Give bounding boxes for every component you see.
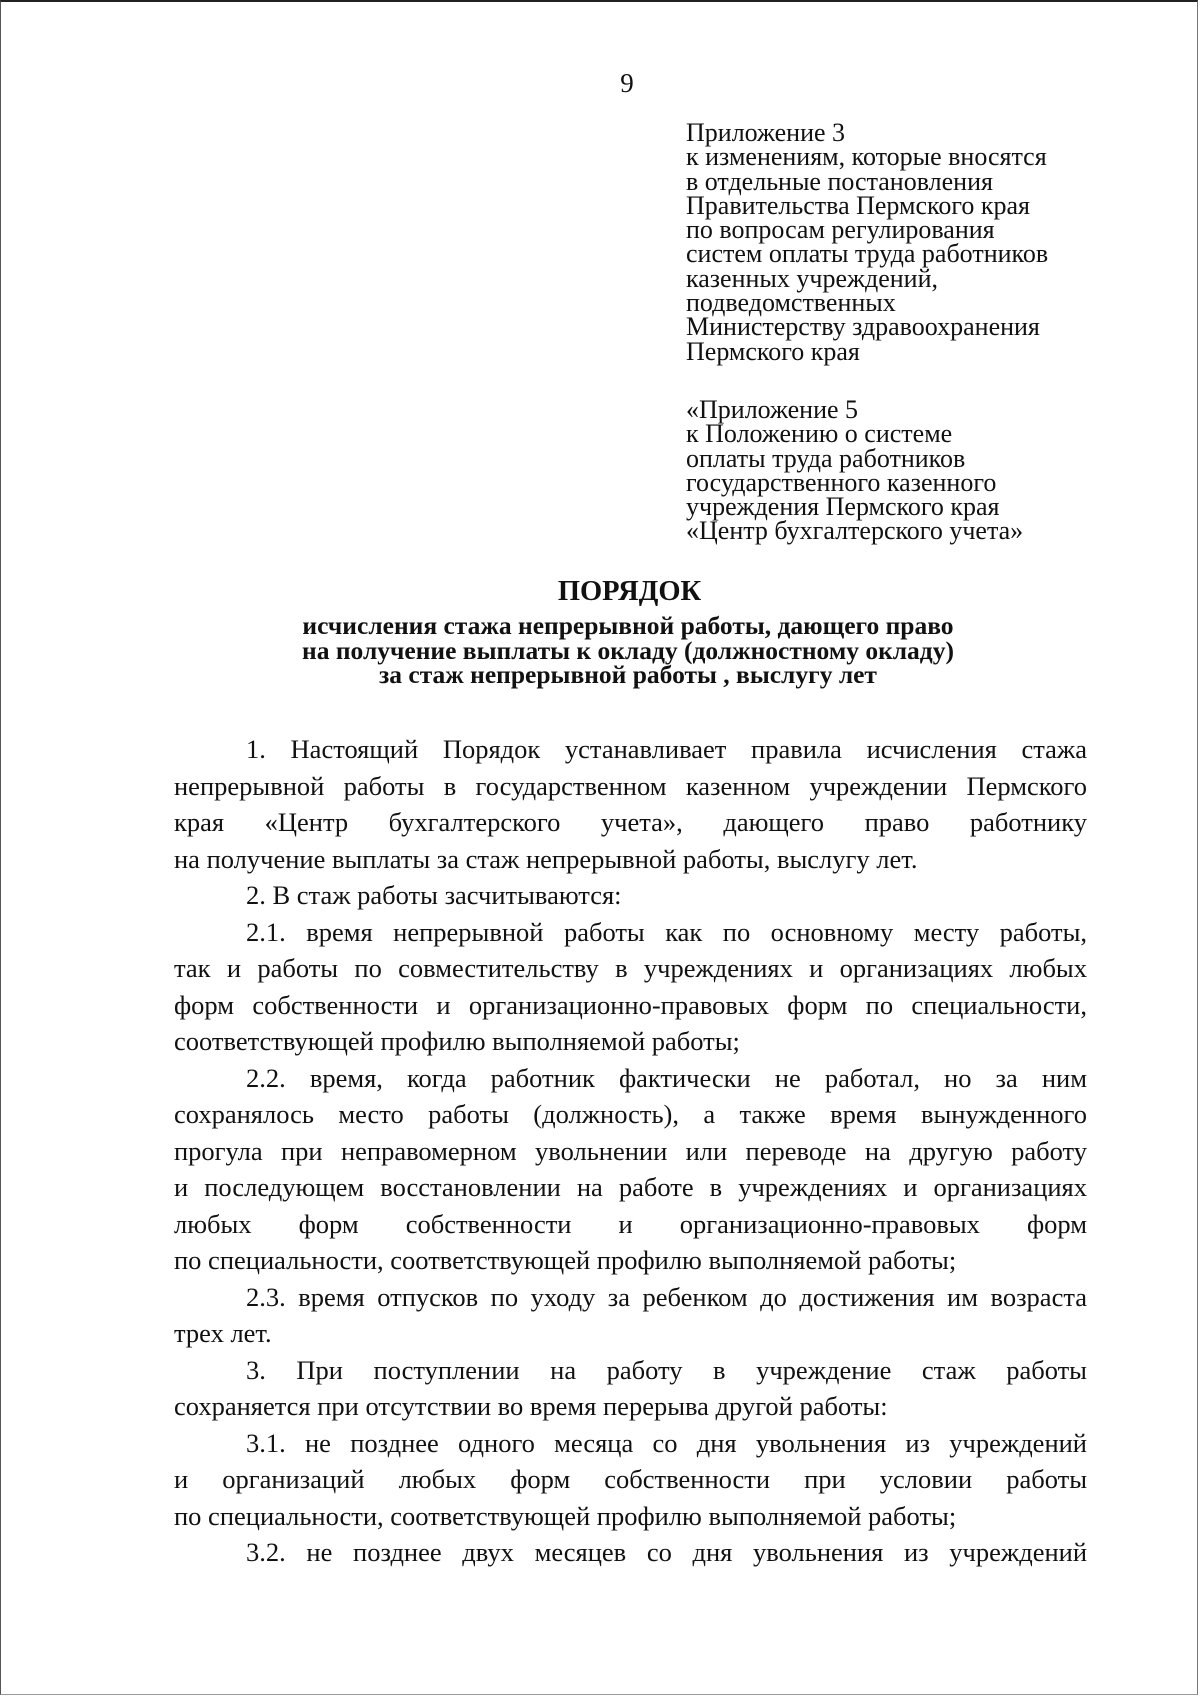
document-title: ПОРЯДОК (557, 576, 702, 607)
body-text-line: края «Центр бухгалтерского учета», дающего право работнику (174, 807, 1087, 837)
subtitle-line: за стаж непрерывной работы , выслугу лет (379, 660, 877, 689)
appendix-header-line: Приложение 3 (686, 118, 846, 147)
appendix-reference-line: «Приложение 5 (686, 395, 859, 424)
appendix-reference-line: к Положению о системе (686, 419, 953, 449)
page-number: 9 (620, 68, 634, 98)
appendix-reference-line: государственного казенного (686, 467, 997, 497)
body-text-line: 3. При поступлении на работу в учреждение стаж работы (246, 1354, 1087, 1385)
body-text-line: по специальности, соответствующей профилю выполняемой работы; (174, 1245, 957, 1275)
body-text-line: форм собственности и организационно-правовых форм по специальности, (174, 989, 1087, 1020)
body-text-line: на получение выплаты за стаж непрерывной работы, выслугу лет. (174, 843, 918, 874)
appendix-header-line: систем оплаты труда работников (686, 239, 1049, 269)
body-text-line: 1. Настоящий Порядок устанавливает правила исчисления стажа (246, 734, 1087, 764)
subtitle-line: исчисления стажа непрерывной работы, дающего право (302, 611, 954, 640)
appendix-reference (686, 395, 1166, 546)
body-text-line: и последующем восстановлении на работе в учреждениях и организациях (174, 1172, 1087, 1202)
appendix-reference-line: оплаты труда работников (686, 443, 966, 473)
body-text-line: 2.1. время непрерывной работы как по основному месту работы, (246, 916, 1087, 947)
body-text-line: трех лет. (174, 1318, 272, 1348)
appendix-header-line: в отдельные постановления (686, 166, 993, 196)
document-body (174, 731, 1087, 1571)
appendix-header (686, 118, 1166, 366)
document-subtitle (0, 611, 1200, 689)
body-text-line: 2. В стаж работы засчитываются: (246, 880, 622, 910)
appendix-header-line: по вопросам регулирования (686, 215, 995, 245)
body-text-line: любых форм собственности и организационно-правовых форм (174, 1208, 1087, 1239)
appendix-header-line: Пермского края (686, 336, 860, 366)
appendix-header-line: Министерству здравоохранения (686, 312, 1040, 342)
body-text-line: 3.2. не позднее двух месяцев со дня увольнения из учреждений (246, 1537, 1087, 1567)
body-text-line: 2.2. время, когда работник фактически не работал, но за ним (246, 1062, 1087, 1093)
body-text-line: так и работы по совместительству в учреждениях и организациях любых (174, 953, 1087, 983)
appendix-reference-line: учреждения Пермского края (686, 492, 1000, 522)
appendix-reference-line: «Центр бухгалтерского учета» (686, 516, 1024, 546)
body-text-line: по специальности, соответствующей профилю выполняемой работы; (174, 1500, 957, 1531)
appendix-header-line: Правительства Пермского края (686, 190, 1030, 220)
body-text-line: 3.1. не позднее одного месяца со дня увольнения из учреждений (246, 1427, 1087, 1458)
appendix-header-line: к изменениям, которые вносятся (686, 142, 1047, 172)
body-text-line: сохраняется при отсутствии во время перерыва другой работы: (174, 1391, 888, 1421)
body-text-line: соответствующей профилю выполняемой работы; (174, 1026, 740, 1056)
body-text-line: непрерывной работы в государственном казенном учреждении Пермского (174, 770, 1087, 801)
body-text-line: прогула при неправомерном увольнении или переводе на другую работу (174, 1135, 1087, 1166)
appendix-header-line: казенных учреждений, (686, 263, 938, 293)
body-text-line: и организаций любых форм собственности при условии работы (174, 1464, 1087, 1494)
subtitle-line: на получение выплаты к окладу (должностному окладу) (302, 635, 954, 665)
appendix-header-line: подведомственных (686, 288, 896, 318)
body-text-line: 2.3. время отпусков по уходу за ребенком до достижения им возраста (246, 1281, 1087, 1312)
body-text-line: сохранялось место работы (должность), а также время вынужденного (174, 1099, 1087, 1129)
